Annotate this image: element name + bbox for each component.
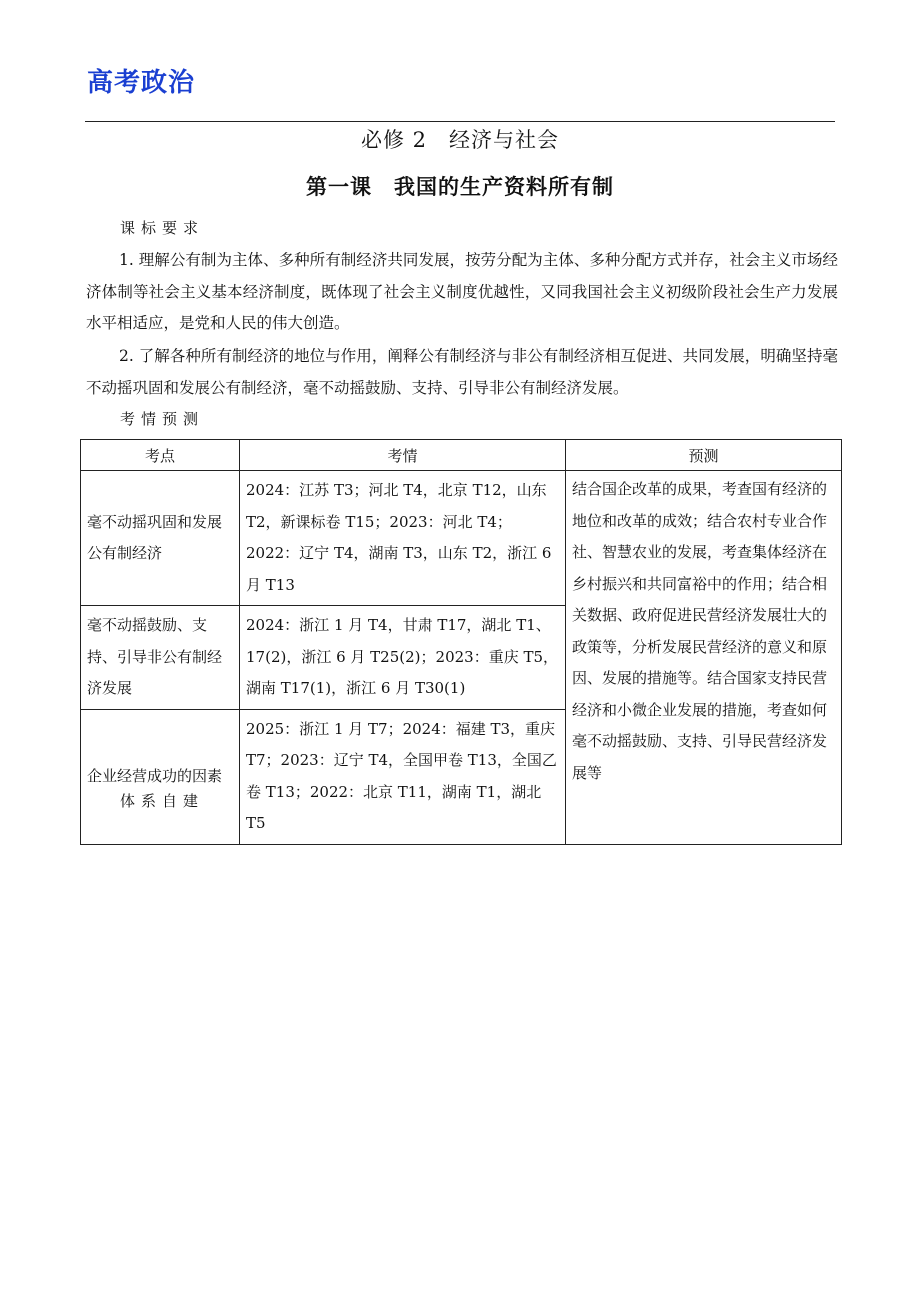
requirement-item-2: 2. 了解各种所有制经济的地位与作用，阐释公有制经济与非公有制经济相互促进、共同发展，明确坚持毫不动摇巩固和发展公有制经济，毫不动摇鼓励、支持、引导非公有制经济发展。 [86,347,838,397]
row-exams: 2025：浙江 1 月 T7；2024：福建 T3，重庆 T7；2023：辽宁 T4，全国甲卷 T13，全国乙卷 T13；2022：北京 T11，湖南 T1，湖北 T5 [240,709,566,844]
prediction-cell: 结合国企改革的成果，考查国有经济的地位和改革的成效；结合农村专业合作社、智慧农业的发展，考查集体经济在乡村振兴和共同富裕中的作用；结合相关数据、政府促进民营经济发展壮大的政策等，分析发展民营经济的意义和原因、发展的措施等。结合国家支持民营经济和小微企业发展的措施，考查如何毫不动摇鼓励、支持、引导民营经济发展等 [566,471,842,845]
row-point: 企业经营成功的因素 [81,709,240,844]
forecast-label: 考情预测 [120,410,205,428]
header-divider [85,121,835,122]
requirements-label: 课标要求 [120,219,205,237]
requirement-item-1: 1. 理解公有制为主体、多种所有制经济共同发展，按劳分配为主体、多种分配方式并存，社会主义市场经济体制等社会主义基本经济制度，既体现了社会主义制度优越性，又同我国社会主义初级阶段社会生产力发展水平相适应，是党和人民的伟大创造。 [86,251,838,332]
row-exams: 2024：江苏 T3；河北 T4，北京 T12，山东 T2，新课标卷 T15；2023：河北 T4；2022：辽宁 T4，湖南 T3，山东 T2，浙江 6 月 T13 [240,471,566,606]
module-subtitle: 必修 2 经济与社会 [360,128,560,152]
system-label: 体系自建 [120,792,205,810]
header-exams: 考情 [240,440,566,471]
header-prediction: 预测 [566,440,842,471]
brand-title: 高考政治 [87,68,196,98]
forecast-table [80,439,842,845]
row-point: 毫不动摇巩固和发展公有制经济 [81,471,240,606]
header-point: 考点 [81,440,240,471]
row-point: 毫不动摇鼓励、支持、引导非公有制经济发展 [81,606,240,710]
table-header-row [81,440,842,471]
table-row [81,471,842,606]
lesson-title: 第一课 我国的生产资料所有制 [306,175,614,199]
row-exams: 2024：浙江 1 月 T4，甘肃 T17，湖北 T1、17(2)，浙江 6 月 T25(2)；2023：重庆 T5，湖南 T17(1)，浙江 6 月 T30(1) [240,606,566,710]
